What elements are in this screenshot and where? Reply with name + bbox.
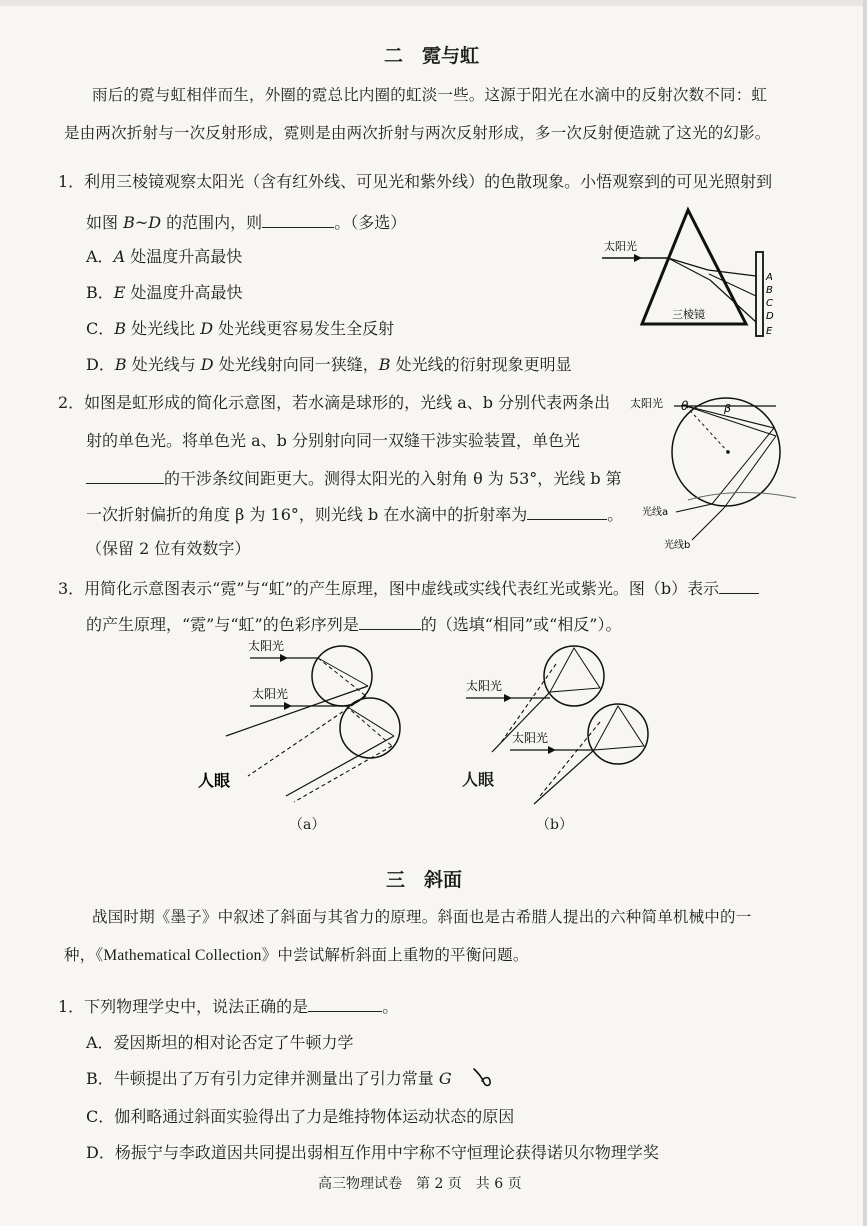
prism-figure [596, 206, 786, 342]
section-3-title: 三 斜面 [386, 869, 463, 891]
page-edge-top [0, 0, 867, 6]
sun-label-2: 太阳光 [252, 687, 289, 701]
q1-option-a: A．A 处温度升高最快 [86, 247, 243, 266]
sun-label-1: 太阳光 [248, 639, 285, 653]
q3-line2: 的产生原理，“霓”与“虹”的色彩序列是 的（选填“相同”或“相反”）。 [86, 615, 622, 634]
figure-b-caption: （b） [536, 817, 573, 833]
q1-answer-blank[interactable] [262, 211, 334, 228]
ray-a-label: 光线a [642, 507, 669, 518]
ray-a-solid-2 [286, 736, 394, 796]
q2-blank-2[interactable] [527, 503, 607, 520]
point-d-label: D [766, 311, 774, 322]
section-2-intro-line2: 是由两次折射与一次反射形成，霓则是由两次折射与两次反射形成，多一次反射便造就了这光的幻影。 [64, 124, 771, 142]
point-a-label: A [766, 272, 773, 283]
q3-blank-2[interactable] [359, 613, 421, 630]
q2-line5: （保留 2 位有效数字） [86, 539, 251, 558]
figure-a-caption: （a） [289, 817, 326, 833]
sunlight-arrow [634, 254, 642, 262]
point-c-label: C [766, 298, 773, 309]
center-dot [726, 450, 730, 454]
page-edge-right [863, 0, 867, 1226]
figure-b-eye-label: 人眼 [462, 770, 495, 789]
page-footer: 高三物理试卷 第 2 页 共 6 页 [318, 1176, 522, 1192]
s3-q1-option-c: C．伽利略通过斜面实验得出了力是维持物体运动状态的原因 [86, 1107, 515, 1126]
s3-q1-option-d: D．杨振宁与李政道因共同提出弱相互作用中宇称不守恒理论获得诺贝尔物理学奖 [86, 1143, 659, 1162]
sun-label: 太阳光 [604, 240, 637, 253]
droplet-1 [544, 646, 604, 706]
section-3-intro-line2: 种，《Mathematical Collection》中尝试解析斜面上重物的平衡问题。 [64, 946, 529, 964]
section-2-intro-line1: 雨后的霓与虹相伴而生，外圈的霓总比内圈的虹淡一些。这源于阳光在水滴中的反射次数不同：虹 [92, 86, 768, 104]
handwritten-check-mark [470, 1064, 496, 1090]
point-e-label: E [766, 326, 773, 337]
prism-label: 三棱镜 [672, 308, 705, 321]
q1-option-c: C．B 处光线比 D 处光线更容易发生全反射 [86, 319, 395, 338]
raindrop-figure [628, 388, 803, 556]
ray-b-dashed-2 [540, 722, 600, 796]
q1-option-b: B．E 处温度升高最快 [86, 283, 243, 302]
screen [756, 252, 763, 336]
droplet-2 [588, 704, 648, 764]
q2-line1: 2．如图是虹形成的简化示意图，若水滴是球形的，光线 a、b 分别代表两条出 [58, 393, 611, 412]
prism-triangle [642, 210, 746, 324]
q1-stem-line2: 如图 B~D 的范围内，则 。（多选） [86, 213, 407, 232]
s3-q1-option-b: B．牛顿提出了万有引力定律并测量出了引力常量 G [86, 1069, 452, 1088]
q3-line1: 3．用简化示意图表示“霓”与“虹”的产生原理，图中虚线或实线代表红光或紫光。图（b）表示 [58, 577, 759, 599]
eye-label: 人眼 [198, 771, 231, 790]
sun-label-2: 太阳光 [512, 731, 549, 745]
q2-line2: 射的单色光。将单色光 a、b 分别射向同一双缝干涉实验装置，单色光 [86, 431, 580, 450]
q3-blank-1[interactable] [719, 577, 759, 594]
section-3-intro-line1: 战国时期《墨子》中叙述了斜面与其省力的原理。斜面也是古希腊人提出的六种简单机械中的一 [92, 908, 752, 926]
s3-q1-blank[interactable] [308, 995, 382, 1012]
sun-label: 太阳光 [630, 397, 663, 410]
theta-label: θ [681, 399, 689, 413]
ray-a-dashed-2 [294, 746, 392, 802]
ray-b-label: 光线b [664, 540, 691, 551]
section-2-title: 二 霓与虹 [384, 45, 480, 67]
figure-a [196, 636, 416, 836]
s3-q1-stem: 1．下列物理学史中，说法正确的是 。 [58, 997, 399, 1016]
q1-option-d: D．B 处光线与 D 处光线射向同一狭缝，B 处光线的衍射现象更明显 [86, 355, 572, 374]
point-b-label: B [766, 285, 773, 296]
ray-b-solid-2 [534, 750, 594, 804]
droplet-1 [312, 646, 372, 706]
out-ray-top [708, 270, 756, 276]
beta-label: β [724, 402, 732, 415]
sun-label-1: 太阳光 [466, 679, 503, 693]
out-ray-bottom [710, 280, 756, 322]
exit-ray-b [692, 508, 724, 540]
s3-q1-option-a: A．爱因斯坦的相对论否定了牛顿力学 [86, 1033, 354, 1052]
exit-ray-a [676, 504, 712, 512]
ray-a-solid-1 [226, 686, 368, 736]
q2-line4: 一次折射偏折的角度 β 为 16°，则光线 b 在水滴中的折射率为 。 [86, 505, 624, 524]
horizon-curve [688, 492, 796, 500]
q2-line3: 的干涉条纹间距更大。测得太阳光的入射角 θ 为 53°，光线 b 第 [86, 467, 622, 489]
q1-stem-line1: 1．利用三棱镜观察太阳光（含有红外线、可见光和紫外线）的色散现象。小悟观察到的可见光照射到 [58, 172, 773, 191]
q2-blank-1[interactable] [86, 467, 164, 484]
reflected-ray-b [724, 436, 776, 508]
